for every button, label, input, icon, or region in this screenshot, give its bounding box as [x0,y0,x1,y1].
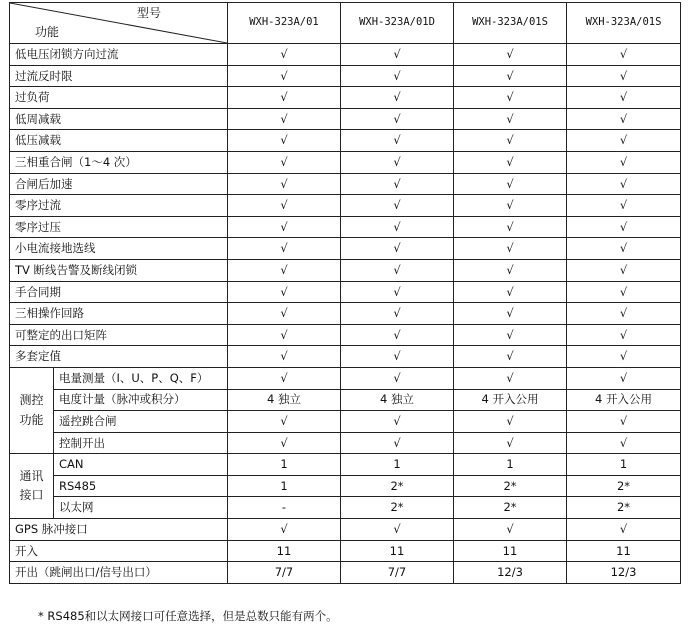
value-cell: √ [567,367,681,389]
value-cell: √ [228,195,341,217]
model-header: WXH-323A/01 [228,3,341,44]
value-cell: √ [341,173,454,195]
value-cell: 2* [567,497,681,519]
value-cell: √ [341,367,454,389]
value-cell: √ [454,259,567,281]
feature-label: 低电压闭锁方向过流 [10,44,228,66]
table-row [10,151,681,173]
value-cell: √ [341,65,454,87]
feature-label: 电量测量（I、U、P、Q、F） [54,367,228,389]
table-row [10,475,681,497]
feature-label: GPS 脉冲接口 [10,519,228,541]
table-row [10,497,681,519]
table-row [10,108,681,130]
value-cell: √ [454,324,567,346]
feature-label: 多套定值 [10,346,228,368]
value-cell: 11 [454,540,567,562]
feature-label: 合闸后加速 [10,173,228,195]
table-row [10,324,681,346]
value-cell: √ [567,238,681,260]
corner-top-label: 型号 [136,6,161,20]
table-row [10,65,681,87]
feature-label: 遥控跳合闸 [54,411,228,433]
value-cell: 1 [228,475,341,497]
feature-label: 过流反时限 [10,65,228,87]
value-cell: √ [567,87,681,109]
value-cell: √ [567,108,681,130]
model-header: WXH-323A/01S [454,3,567,44]
value-cell: √ [228,367,341,389]
feature-label: 手合同期 [10,281,228,303]
feature-label: 控制开出 [54,432,228,454]
table-row [10,454,681,476]
feature-label: TV 断线告警及断线闭锁 [10,259,228,281]
value-cell: √ [454,195,567,217]
value-cell: √ [567,195,681,217]
value-cell: √ [567,44,681,66]
feature-label: 零序过压 [10,216,228,238]
table-row [10,411,681,433]
value-cell: √ [228,346,341,368]
value-cell: √ [341,324,454,346]
table-row [10,367,681,389]
value-cell: √ [454,367,567,389]
value-cell: √ [228,87,341,109]
value-cell: √ [228,432,341,454]
value-cell: √ [228,173,341,195]
value-cell: 4 开入公用 [454,389,567,411]
feature-label: 可整定的出口矩阵 [10,324,228,346]
value-cell: √ [454,130,567,152]
value-cell: √ [228,216,341,238]
value-cell: √ [228,151,341,173]
feature-label: 开出（跳闸出口/信号出口） [10,562,228,584]
value-cell: √ [454,151,567,173]
value-cell: √ [228,303,341,325]
value-cell: √ [341,216,454,238]
value-cell: √ [341,411,454,433]
value-cell: √ [228,238,341,260]
value-cell: √ [454,346,567,368]
feature-label: 低压减载 [10,130,228,152]
table-row [10,562,681,584]
feature-label: 三相重合闸（1～4 次） [10,151,228,173]
feature-table [9,2,681,584]
value-cell: √ [228,259,341,281]
feature-label: 小电流接地选线 [10,238,228,260]
value-cell: √ [228,108,341,130]
value-cell: √ [567,324,681,346]
table-row [10,238,681,260]
table-row [10,130,681,152]
value-cell: √ [454,303,567,325]
table-row [10,303,681,325]
value-cell: 2* [454,497,567,519]
value-cell: √ [567,259,681,281]
value-cell: √ [567,411,681,433]
value-cell: √ [454,281,567,303]
value-cell: √ [228,281,341,303]
table-row [10,195,681,217]
value-cell: √ [567,130,681,152]
table-row [10,87,681,109]
header-row [10,3,681,44]
value-cell: √ [567,151,681,173]
value-cell: 7/7 [341,562,454,584]
feature-label: RS485 [54,475,228,497]
model-header: WXH-323A/01D [341,3,454,44]
value-cell: √ [341,238,454,260]
feature-label: CAN [54,454,228,476]
value-cell: √ [228,130,341,152]
value-cell: 2* [341,497,454,519]
table-row [10,173,681,195]
value-cell: 4 独立 [341,389,454,411]
value-cell: 12/3 [454,562,567,584]
model-header: WXH-323A/01S [567,3,681,44]
table-row [10,389,681,411]
value-cell: √ [567,173,681,195]
value-cell: √ [341,432,454,454]
value-cell: √ [228,44,341,66]
table-row [10,281,681,303]
value-cell: 2* [454,475,567,497]
value-cell: 2* [567,475,681,497]
value-cell: √ [454,87,567,109]
value-cell: 11 [341,540,454,562]
feature-label: 三相操作回路 [10,303,228,325]
table-row [10,44,681,66]
value-cell: √ [341,259,454,281]
value-cell: 12/3 [567,562,681,584]
value-cell: 4 独立 [228,389,341,411]
value-cell: √ [454,65,567,87]
value-cell: 11 [567,540,681,562]
value-cell: √ [341,108,454,130]
value-cell: √ [454,519,567,541]
value-cell: 1 [228,454,341,476]
value-cell: √ [567,303,681,325]
value-cell: √ [567,519,681,541]
value-cell: √ [341,195,454,217]
value-cell: √ [341,281,454,303]
value-cell: 4 开入公用 [567,389,681,411]
feature-label: 以太网 [54,497,228,519]
table-row [10,216,681,238]
table-row [10,540,681,562]
value-cell: √ [454,411,567,433]
value-cell: √ [454,432,567,454]
feature-label: 低周减载 [10,108,228,130]
value-cell: √ [341,151,454,173]
value-cell: √ [454,238,567,260]
value-cell: √ [341,519,454,541]
group-label: 通讯 接口 [10,454,54,519]
value-cell: 1 [454,454,567,476]
feature-label: 零序过流 [10,195,228,217]
value-cell: √ [454,108,567,130]
value-cell: √ [567,281,681,303]
table-row [10,346,681,368]
value-cell: √ [341,87,454,109]
value-cell: √ [567,432,681,454]
value-cell: √ [228,65,341,87]
value-cell: 11 [228,540,341,562]
table-row [10,259,681,281]
value-cell: √ [567,65,681,87]
value-cell: 2* [341,475,454,497]
value-cell: √ [567,216,681,238]
value-cell: √ [341,346,454,368]
value-cell: 1 [341,454,454,476]
value-cell: √ [454,44,567,66]
corner-cell [10,3,228,44]
value-cell: √ [341,303,454,325]
value-cell: √ [341,44,454,66]
value-cell: √ [228,411,341,433]
feature-label: 开入 [10,540,228,562]
feature-label: 过负荷 [10,87,228,109]
group-label: 测控 功能 [10,367,54,453]
value-cell: 7/7 [228,562,341,584]
feature-label: 电度计量（脉冲或积分） [54,389,228,411]
value-cell: √ [567,346,681,368]
value-cell: √ [228,324,341,346]
table-row [10,432,681,454]
value-cell: √ [228,519,341,541]
value-cell: 1 [567,454,681,476]
value-cell: √ [454,173,567,195]
footnote: * RS485和以太网接口可任意选择，但是总数只能有两个。 [38,609,338,623]
table-row [10,519,681,541]
corner-bottom-label: 功能 [35,24,60,39]
value-cell: √ [454,216,567,238]
value-cell: √ [341,130,454,152]
value-cell: - [228,497,341,519]
